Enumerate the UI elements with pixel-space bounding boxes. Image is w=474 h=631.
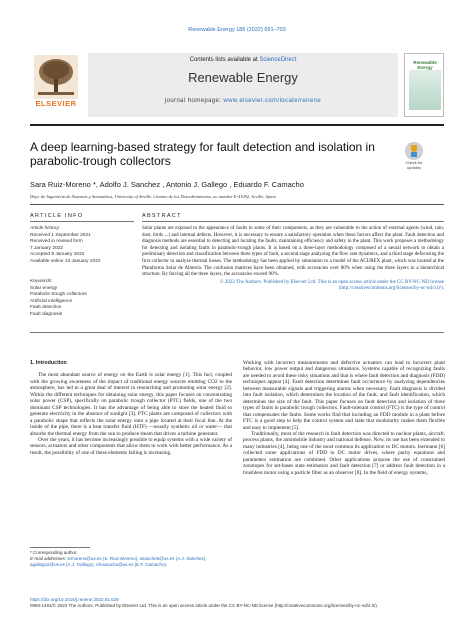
history-item: Accepted 9 January 2022	[30, 252, 85, 258]
journal-banner	[88, 53, 398, 117]
email-addresses	[30, 556, 230, 568]
journal-header	[30, 53, 444, 117]
keyword-item: Artificial intelligence	[30, 298, 73, 304]
body-paragraph: Traditionally, most of the research in fault detection was directed to nuclear plants, aircraft, process plants, the automobile industry and national defense. Now, its use has been extended to many industries [4], being one of the most common its application to DC motors. Isermann [6] collected some applications of FDD to DC motor drives, where parity equations and parameters estimation are combined. Other applications propose the use of constrained zonotopes for set-bases state estimators and fault detection [7] or address fault detection in a brushless motor using a particle filter as an observer [8]. In the field of energy systems,	[243, 430, 445, 476]
elsevier-logo[interactable]	[30, 53, 82, 117]
body-column-left	[30, 360, 232, 456]
publisher-name: ELSEVIER	[35, 99, 77, 108]
corresponding-author-note: * Corresponding author.	[30, 550, 78, 555]
journal-cover[interactable]	[404, 53, 444, 117]
abstract-heading: ABSTRACT	[142, 213, 182, 219]
article-title: A deep learning-based strategy for fault detection and isolation in parabolic-trough collectors	[30, 140, 375, 168]
footnote-rule	[30, 547, 90, 548]
crossmark-icon	[405, 142, 423, 160]
keyword-item: Fault diagnosis	[30, 311, 63, 317]
cover-image	[409, 70, 441, 110]
abstract-divider	[30, 332, 444, 333]
header-divider	[30, 124, 444, 126]
license-text[interactable]: © 2022 The Authors. Published by Elsevier Ltd. This is an open access article under the CC BY-NC-ND license (http://creativecommons.org/licenses/by-nc-nd/4.0/).	[219, 279, 444, 292]
article-info-rule	[30, 221, 134, 222]
body-paragraph: The most abundant source of energy on the Earth is solar energy [1]. This fact, coupled with the growing awareness of the impact of traditional energy sources emitting CO2 to the atmosphere, has led to a great deal of interest in researching and promoting solar energy [2]. Within the different techniques for obtaining solar energy, this paper focuses on concentrating solar power (CSP), specifically on parabolic trough collector (PTC) fields, one of the two dominant CSP technologies. It has the advantage of being able to store the heated fluid to generate electricity in the absence of sunlight [3]. PTC plants are composed of collectors with a parabolic shape that reflects the solar energy onto a pipe located at their focal line. At the inside of the pipe, there is a heat transfer fluid (HTF) —usually synthetic oil or water— that absorbs the thermal energy from the sun to produce steam that drives a turbine generator.	[30, 372, 232, 437]
keywords-label: Keywords:	[30, 279, 53, 284]
author-list[interactable]: Sara Ruiz-Moreno *, Adolfo J. Sanchez , Antonio J. Gallego , Eduardo F. Camacho	[30, 180, 304, 189]
body-paragraph: Over the years, it has become increasingly possible to equip systems with a wide variety of sensors, actuators and other components that allow them to work with better performance. As a result, the possibility of one of these elements failing is increasing.	[30, 436, 232, 456]
history-item: Received 1 September 2021	[30, 232, 91, 238]
issn-line: 0960-1481/© 2022 The Authors. Published by Elsevier Ltd. This is an open access article under the CC BY-NC-ND license (http://creativecommons.org/licenses/by-nc-nd/4.0/).	[30, 603, 379, 608]
keyword-item: Fault detection	[30, 305, 62, 311]
keyword-item: Parabolic-trough collectors	[30, 292, 87, 298]
article-history	[30, 226, 134, 266]
keyword-item: Solar energy	[30, 285, 58, 291]
body-column-right	[243, 360, 445, 476]
elsevier-tree-icon	[34, 55, 78, 99]
page-footer	[30, 597, 444, 609]
section-heading-introduction: 1. Introduction	[30, 360, 67, 366]
journal-title: Renewable Energy	[188, 70, 298, 85]
abstract-body	[142, 226, 444, 293]
body-paragraph: Working with incorrect measurements and defective actuators can lead to incorrect plant behavior, low power output and dangerous situations. Systems capable of recognizing faults are needed to avoid these risky situations and that is where fault detection and diagnosis (FDD) techniques appear [4]. Fault detection determines fault occurrence by analyzing dependencies between measurable signals and triggering alarms when necessary. Fault diagnosis is divided into fault isolation, which determines the location of the fault, and fault identification, which determines the size of the fault. This paper focuses on fault detection and isolation of three types of faults in parabolic trough collectors. Fault-tolerant control (FTC) is the type of control that compensates the faults. Some works find that including an FDD module in a plant before FTC is a good step to help the control system and state that modularity makes them flexible and easy to implement [5].	[243, 360, 445, 431]
history-item: Available online 13 January 2022	[30, 258, 101, 264]
abstract-text: Solar plants are exposed to the appearance of faults in some of their components, as they are vulnerable to the action of external agents (wind, rain, dust, birds ...) and internal defects. However, it is necessary to ensure a satisfactory operation when these factors affect the plant. Fault detection and diagnosis methods are essential to detecting and locating the faults, maintaining efficiency and safety in the plant. This work proposes a methodology for detecting and isolating faults in parabolic-trough plants. It is based on a three-layer methodology composed of a neural network to obtain a preliminary detection and classification between three types of fault, a second stage analyzing the flow rate dynamics, and a third stage defocusing the first collector to analyze thermal losses. The methodology has been applied by simulation to a model of the ACUREX plant, which was located at the Plataforma Solar de Almería. The confusion matrices have been obtained, with accuracies over 80% when using the three layers in a hierarchical structure. By forcing all the three layers, the accuracies exceed 90%.	[142, 226, 444, 278]
cover-title: Renewable Energy	[413, 60, 437, 70]
affiliation-divider	[30, 204, 444, 205]
abstract-copyright	[142, 280, 444, 293]
history-label: Article history:	[30, 226, 61, 231]
footnotes	[30, 550, 230, 568]
keywords	[30, 279, 134, 319]
history-item: Received in revised form	[30, 239, 83, 245]
sciencedirect-link[interactable]: ScienceDirect	[259, 57, 297, 63]
history-item: 7 January 2022	[30, 245, 64, 251]
doi-link[interactable]: https://doi.org/10.1016/j.renene.2022.01.029	[30, 597, 119, 602]
email-list[interactable]: srmoreno@us.es (S. Ruiz-Moreno), asanche6@us.es (A.J. Sanchez), agallego2@us.es (A.J. Gallego), efcamacho@us.es (E.F. Camacho).	[30, 556, 207, 567]
homepage-link[interactable]: www.elsevier.com/locate/renene	[223, 98, 322, 104]
running-header[interactable]: Renewable Energy 186 (2022) 691–703	[188, 27, 286, 33]
affiliation: Dept. de Ingeniería de Sistemas y Automática, University of Seville, Camino de los Descubrimientos, no number E-41092, Seville, Spain	[30, 194, 276, 199]
crossmark-badge[interactable]	[401, 142, 427, 170]
crossmark-label: Check for updates	[405, 160, 423, 170]
article-info-heading: ARTICLE INFO	[30, 213, 84, 219]
homepage-prefix: journal homepage:	[164, 98, 224, 104]
homepage-line	[88, 98, 398, 104]
email-label: E-mail addresses:	[30, 556, 67, 561]
contents-prefix: Contents lists available at	[189, 57, 260, 63]
contents-line	[88, 57, 398, 63]
abstract-rule	[142, 221, 444, 222]
